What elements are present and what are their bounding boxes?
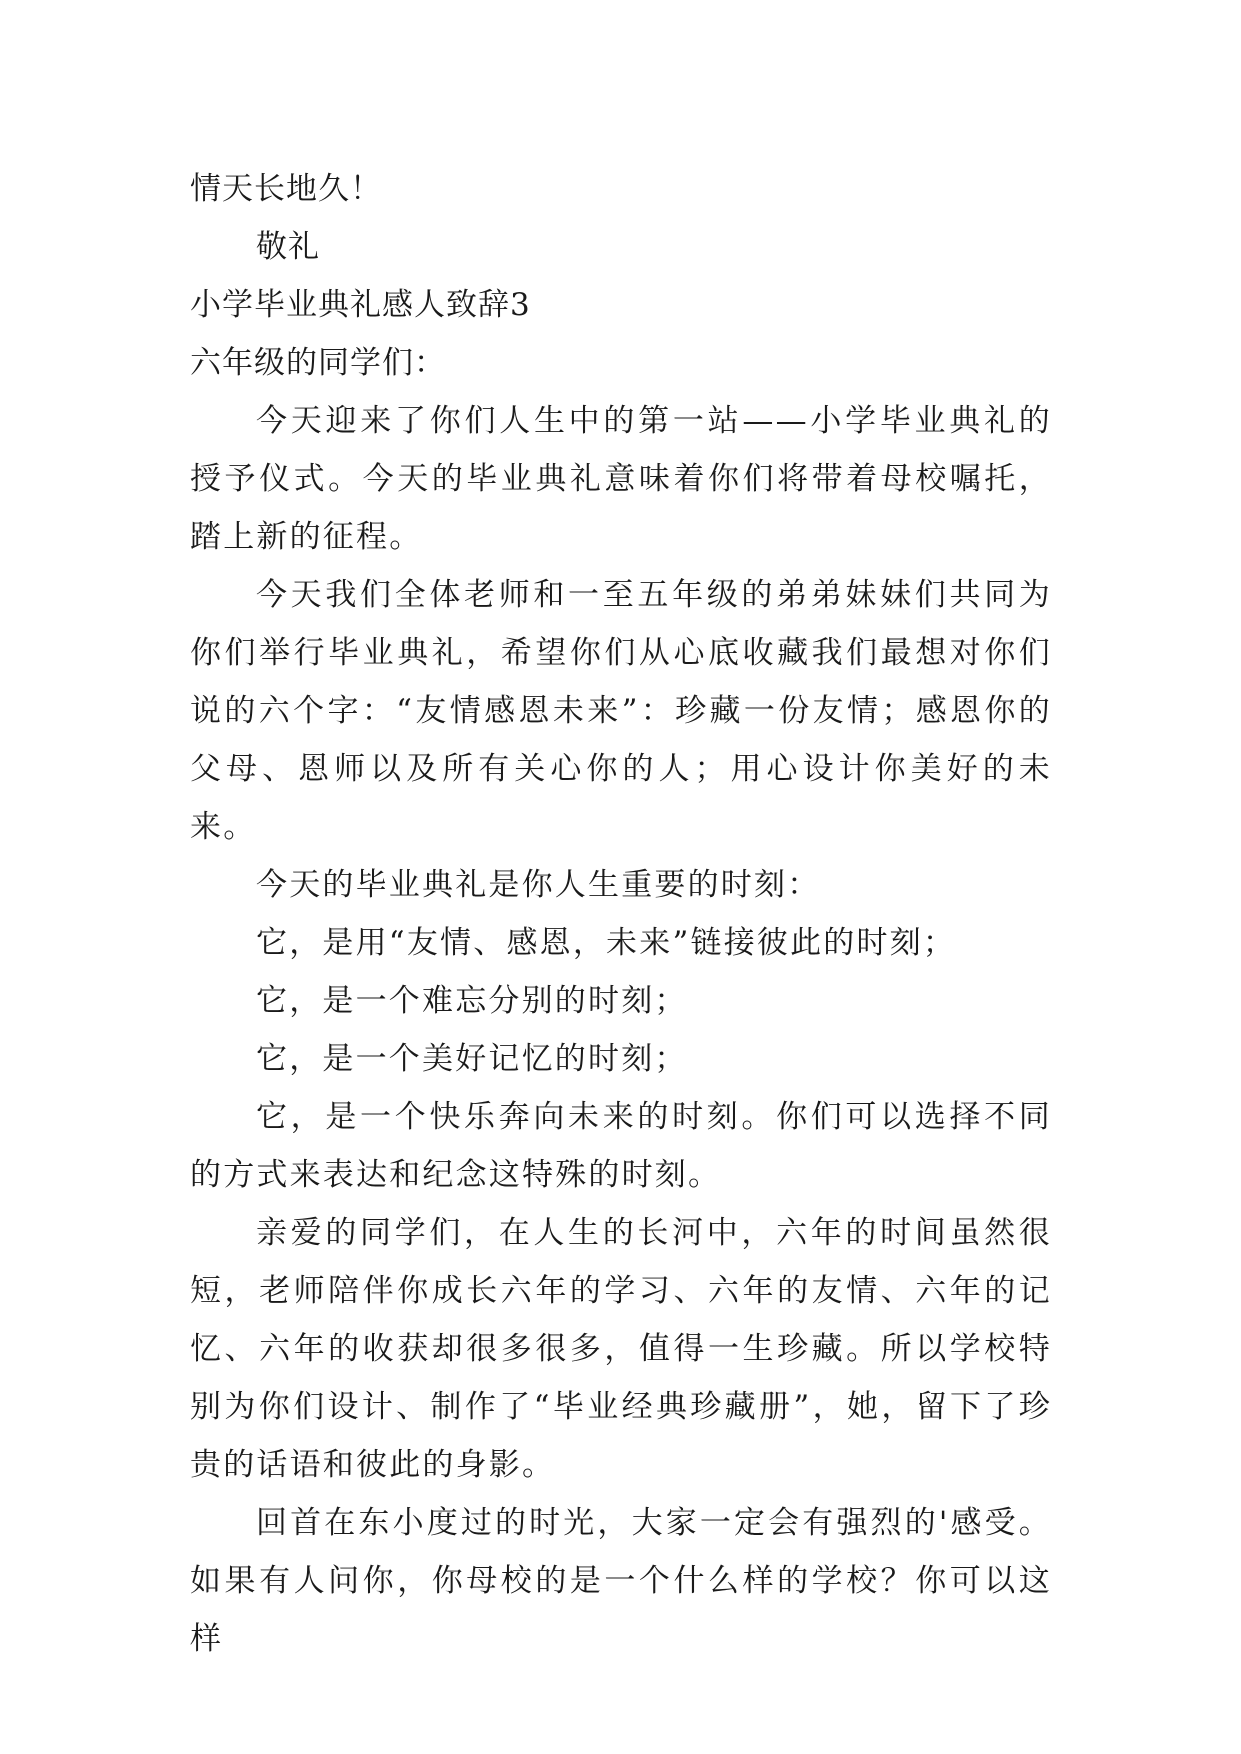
salutation: 六年级的同学们： bbox=[190, 345, 446, 381]
text-line-salute: 敬礼 bbox=[256, 229, 320, 265]
paragraph-8: 亲爱的同学们，在人生的长河中，六年的时间虽然很短，老师陪伴你成长六年的学习、六年的友情、六年的记忆、六年的收获却很多很多，值得一生珍藏。所以学校特别为你们设计、制作了“毕业经典珍藏册”，她，留下了珍贵的话语和彼此的身影。 bbox=[190, 1215, 1052, 1483]
section-heading: 小学毕业典礼感人致辞3 bbox=[190, 287, 531, 323]
text-line-closing: 情天长地久！ bbox=[190, 171, 382, 207]
paragraph-1: 今天迎来了你们人生中的第一站——小学毕业典礼的授予仪式。今天的毕业典礼意味着你们将带着母校嘱托，踏上新的征程。 bbox=[190, 403, 1052, 555]
paragraph-5: 它，是一个难忘分别的时刻； bbox=[256, 983, 688, 1019]
paragraph-2: 今天我们全体老师和一至五年级的弟弟妹妹们共同为你们举行毕业典礼，希望你们从心底收藏我们最想对你们说的六个字：“友情感恩未来”：珍藏一份友情；感恩你的父母、恩师以及所有关心你的人；用心设计你美好的未来。 bbox=[190, 577, 1052, 845]
paragraph-3: 今天的毕业典礼是你人生重要的时刻： bbox=[256, 867, 821, 903]
document-page bbox=[190, 160, 1052, 1668]
paragraph-6: 它，是一个美好记忆的时刻； bbox=[256, 1041, 688, 1077]
paragraph-7: 它，是一个快乐奔向未来的时刻。你们可以选择不同的方式来表达和纪念这特殊的时刻。 bbox=[190, 1099, 1052, 1193]
paragraph-9: 回首在东小度过的时光，大家一定会有强烈的'感受。如果有人问你，你母校的是一个什么样的学校？你可以这样 bbox=[190, 1505, 1052, 1657]
paragraph-4: 它，是用“友情、感恩，未来”链接彼此的时刻； bbox=[256, 925, 957, 961]
